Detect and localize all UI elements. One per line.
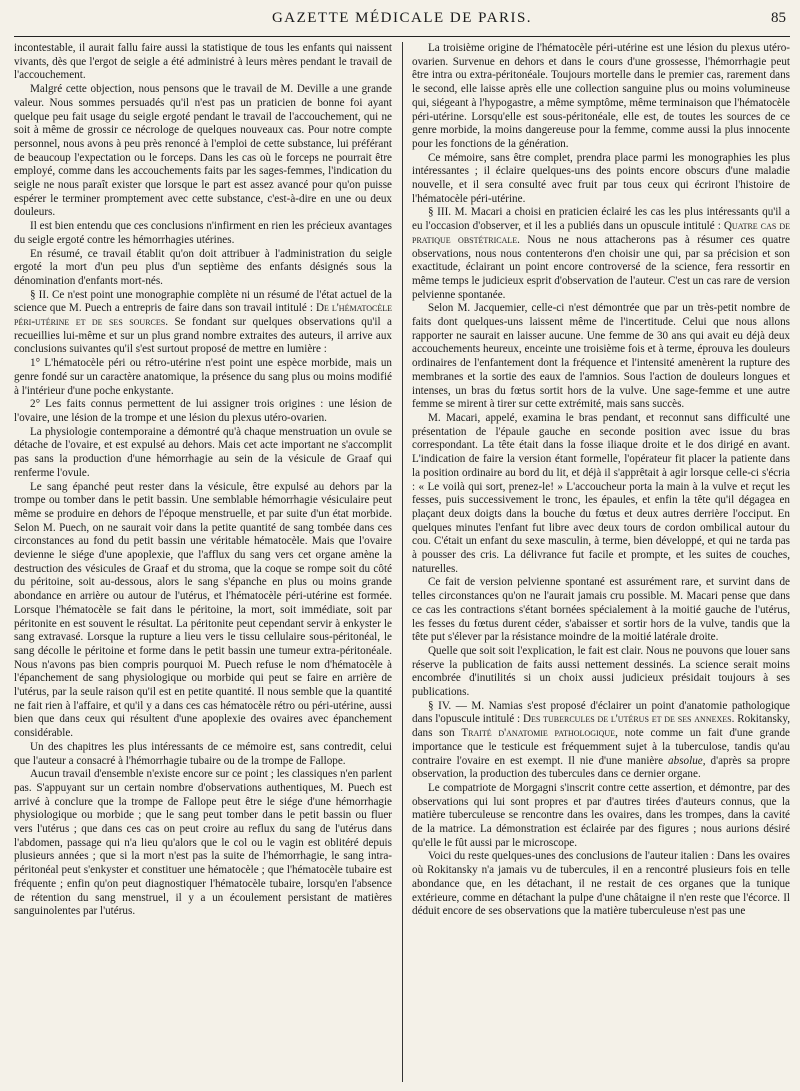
column-divider bbox=[402, 42, 403, 1082]
page-header bbox=[14, 6, 790, 37]
paragraph-text: Nous ne nous attacherons pas à résumer ces quatre observations, nous nous contenterons d'en choisir une qui, par sa précision et son exactitude, éclairant un point encore controversé de la science, fera ressortir en même temps le judicieux esprit d'observation de l'auteur. C'est un cas rare de version pelvienne spontanée. bbox=[412, 233, 790, 301]
paragraph: Selon M. Jacquemier, celle-ci n'est démontrée que par un très-petit nombre de faits dont quelques-uns laissent même de l'incertitude. Celui que nous allons rapporter ne saurait en laisser aucune. Une femme de 30 ans qui avait eu déjà deux accouchements heureux, enceinte une troisième fois et à terme, éprouva les douleurs ordinaires de l'enfantement dont la fréquence et l'intensité amenèrent la rupture des membranes et la sortie des eaux de l'amnios. Sous l'action de douleurs longues et intenses, un bras du fœtus sortit hors de la vulve. Une sage-femme et une autre femme se mirent à tirer sur cette extrémité, mais sans succès. bbox=[412, 302, 790, 411]
section-paragraph bbox=[412, 700, 790, 782]
paragraph: En résumé, ce travail établit qu'on doit attribuer à l'administration du seigle ergoté la mort d'un peu plus d'un septième des enfants désignés sous la dénomination d'enfants mort-nés. bbox=[14, 247, 392, 287]
work-title: De l'hématocèle péri-utérine et de ses sources. bbox=[14, 302, 392, 329]
paragraph: Quelle que soit soit l'explication, le fait est clair. Nous ne pouvons que louer sans réserve la publication de faits aussi nettement dessinés. La science serait moins encombrée d'inutilités si un choix aussi judicieux présidait toujours à ses publications. bbox=[412, 644, 790, 699]
paragraph: Le sang épanché peut rester dans la vésicule, être expulsé au dehors par la trompe ou tomber dans le petit bassin. Une semblable hémorrhagie vésiculaire peut même se produire en dehors de l'époque menstruelle, et par suite d'un état morbide. Selon M. Puech, on ne saurait voir dans la petite quantité de sang tombée dans ces circonstances au fond du petit bassin une véritable hématocèle. Mais que l'ovaire devienne le siége d'une apoplexie, que l'afflux du sang vers cet organe amène la destruction des vésicules de Graaf et du stroma, que la coque se rompe soit du côté du péritoine, soit au-dessous, alors le sang s'épanche en plus ou moins grande abondance en arrière ou autour de l'utérus, et l'hématocèle péri-utérine est formée. Lorsque l'hématocèle se fait dans le péritoine, la mort, soit immédiate, soit par péritonite en est souvent le résultat. La péritonite peut cependant servir à enkyster le sang extravasé. Lorsque la rupture a lieu vers le tissu cellulaire sous-péritonéal, le sang décolle le péritoine et forme dans le petit bassin une tumeur extra-péritonéale. Nous n'avons pas bien compris pourquoi M. Puech refuse le nom d'hématocèle à l'épanchement de sang physiologique ou morbide qui peut se faire en arrière de l'utérus, par la seule raison qu'il est en petite quantité. Il nous semble que la quantité ne fait rien à l'affaire, et qu'il y a dans ces cas hématocèle rétro ou péri-utérine, aussi bien que dans ceux qui résultent d'une apoplexie des ovaires avec épanchement considérable. bbox=[14, 480, 392, 740]
paragraph: Ce mémoire, sans être complet, prendra place parmi les monographies les plus intéressantes ; il éclaire quelques-uns des points encore obscurs d'une maladie nouvelle, et il sera consulté avec fruit par tous ceux qui écriront l'histoire de l'hématocèle péri-utérine. bbox=[412, 151, 790, 205]
section-paragraph bbox=[14, 289, 392, 358]
paragraph-text: Se fondant sur quelques observations qu'il a recueillies lui-même et sur un plus grand nombre extraites des auteurs, il arrive aux conclusions suivantes qu'il s'est surtout proposé de mettre en lumière : bbox=[14, 316, 392, 356]
paragraph-text: § IV. — M. Namias s'est proposé d'éclairer un point d'anatomie pathologique dans l'opuscule intitulé : bbox=[412, 699, 790, 726]
paragraph-text: note comme un fait d'une grande importance que le testicule est fréquemment sujet à la tuberculose, tandis qu'au contraire l'ovaire en est exempt. Il nie d'une manière bbox=[412, 727, 790, 767]
paragraph: Aucun travail d'ensemble n'existe encore sur ce point ; les classiques n'en parlent pas. S'appuyant sur un certain nombre d'observations authentiques, M. Puech est arrivé à conclure que la trompe de Fallope peut être le siége d'une hémorrhagie physiologique ou morbide ; que le sang peut tomber dans le petit bassin ou fluer vers l'utérus ; que dans ces cas on peut croire au reflux du sang de l'utérus dans l'abdomen, passage qui n'a lieu qu'alors que le col ou le vagin est oblitéré depuis plusieurs années ; que si la mort n'est pas la suite de l'hémorrhagie, le sang intra-péritonéal peut s'enkyster et constituer une hématocèle ; que l'hématocèle tubaire est fréquente ; enfin qu'on peut diagnostiquer l'hématocèle tubaire, lorsqu'en l'absence de rétention du sang menstruel, il y a un écoulement persistant de matières sanguinolentes par l'utérus. bbox=[14, 768, 392, 918]
paragraph: La troisième origine de l'hématocèle péri-utérine est une lésion du plexus utéro-ovarien. Survenue en dehors et dans le cours d'une grossesse, l'hémorrhagie peut être intra ou extra-péritonéale. Toujours mortelle dans le premier cas, rarement dans le second, elle laisse après elle une collection sanguine plus ou moins volumineuse qui, siégeant à l'hypogastre, a même symptôme, même terminaison que l'hématocèle péri-utérine. Lorsqu'elle est sous-péritonéale, elle est, de toutes les sources de ce genre morbide, la moins dangereuse pour la femme, comme aussi la plus innocente pour les fonctions de la génération. bbox=[412, 42, 790, 150]
work-title: Traité d'anatomie pathologique, bbox=[461, 727, 618, 740]
paragraph: Malgré cette objection, nous pensons que le travail de M. Deville a une grande valeur. Nous sommes persuadés qu'il n'est pas un praticien de bonne foi ayant quelque peu fait usage du seigle ergoté pendant le travail de l'accouchement, qui ne soit à même de grossir ce nécrologe de quelques nouveaux cas. Pour notre compte personnel, nous avons à peu près renoncé à l'emploi de cette substance, lui préférant de beaucoup l'expectation ou le forceps. Dans les cas où le forceps ne pourrait être employé, comme dans les accouchements faits par les sages-femmes, l'indication du seigle ne nous paraît exister que lorsque le part est assez avancé pour qu'on puisse espérer le terminer promptement avec cette substance, c'est-à-dire en une ou deux douleurs. bbox=[14, 83, 392, 219]
paragraph-text: d'après sa propre observation, la production des tubercules dans ce dernier organe. bbox=[412, 754, 790, 781]
paragraph: Il est bien entendu que ces conclusions n'infirment en rien les précieux avantages du seigle ergoté contre les hémorrhagies utérines. bbox=[14, 220, 392, 246]
emphasis-text: absolue, bbox=[668, 754, 706, 767]
paragraph: incontestable, il aurait fallu faire aussi la statistique de tous les enfants qui naissent vivants, dès que l'ergot de seigle a été administré à leurs mères pendant le travail de l'accouchement. bbox=[14, 42, 392, 82]
page-number: 85 bbox=[771, 10, 786, 26]
paragraph-text: § III. M. Macari a choisi en praticien éclairé les cas les plus intéressants qu'il a eu l'occasion d'observer, et il les a publiés dans un opuscule intitulé : bbox=[412, 206, 790, 233]
paragraph-text: § II. Ce n'est point une monographie complète ni un résumé de l'état actuel de la science que M. Puech a entrepris de faire dans son travail intitulé : bbox=[14, 288, 392, 315]
paragraph: Le compatriote de Morgagni s'inscrit contre cette assertion, et démontre, par des observations qui lui sont propres et par d'autres tirées d'auteurs connus, que la matière tuberculeuse se rencontre dans les ovaires, dans les trompes, dans la cavité de la matrice. La démonstration est éclairée par des figures ; nous aurions désiré qu'elle le fût aussi par le microscope. bbox=[412, 781, 790, 849]
newspaper-page bbox=[14, 6, 790, 1086]
section-paragraph bbox=[412, 206, 790, 302]
paragraph: 1° L'hématocèle péri ou rétro-utérine n'est point une espèce morbide, mais un genre fondé sur un caractère anatomique, la présence du sang plus ou moins modifié à l'intérieur d'une poche enkystante. bbox=[14, 357, 392, 397]
left-column bbox=[14, 42, 392, 1082]
work-title: Des tubercules de l'utérus et de ses annexes. bbox=[522, 713, 735, 726]
work-title: Quatre cas de pratique obstétricale. bbox=[412, 220, 790, 246]
right-column bbox=[412, 42, 790, 1082]
paragraph: Voici du reste quelques-unes des conclusions de l'auteur italien : Dans les ovaires où Rokitansky n'a jamais vu de tubercules, il en a rencontré plusieurs fois en telle abondance que, en les détachant, il ne restait de ces organes que la tunique extérieure, comme en détachant la pulpe d'une châtaigne il n'en reste que l'écorce. Il déduit encore de ses observations que la matière tuberculeuse n'est pas une bbox=[412, 850, 790, 918]
paragraph: 2° Les faits connus permettent de lui assigner trois origines : une lésion de l'ovaire, une lésion de la trompe et une lésion du plexus utéro-ovarien. bbox=[14, 398, 392, 424]
paragraph-text: Rokitansky, dans son bbox=[412, 713, 790, 740]
paragraph: Un des chapitres les plus intéressants de ce mémoire est, sans contredit, celui que l'auteur a consacré à l'hémorrhagie tubaire ou de la trompe de Fallope. bbox=[14, 740, 392, 767]
paragraph: La physiologie contemporaine a démontré qu'à chaque menstruation un ovule se détache de l'ovaire, et est expulsé au dehors. Mais cet acte important ne s'accomplit pas sans la production d'une hémorrhagie au sein de la vésicule de Graaf qui renferme l'ovule. bbox=[14, 425, 392, 479]
page-title: GAZETTE MÉDICALE DE PARIS. bbox=[271, 10, 533, 26]
paragraph: M. Macari, appelé, examina le bras pendant, et reconnut sans difficulté une présentation de l'épaule gauche en seconde position avec issue du bras correspondant. La tête était dans la fosse iliaque droite et le dos dirigé en avant. L'indication de faire la version étant formelle, l'opérateur fit placer la patiente dans la position ordinaire au bord du lit, et déjà il s'apprêtait à agir lorsque celle-ci s'écria : « Le voilà qui sort, prenez-le! » L'accoucheur porta la main à la vulve et reçut les fesses, puis successivement le tronc, les épaules, et enfin la tête qu'il dégagea en plaçant deux doigts dans la bouche du fœtus et deux autres derrière l'occiput. En quelques minutes l'enfant fut libre avec deux tours de cordon ombilical autour du cou. C'était un enfant du sexe masculin, à terme, bien développé, et qui ne tarda pas à pousser des cris. La délivrance fut facile et prompte, et les suites de couches, naturelles. bbox=[412, 411, 790, 575]
text-columns bbox=[14, 42, 790, 1082]
paragraph: Ce fait de version pelvienne spontané est assurément rare, et survint dans de telles circonstances qu'on ne l'aurait jamais cru possible. M. Macari pense que dans ce cas les contractions s'étant bornées spécialement à la moitié gauche de l'utérus, les fesses du fœtus durent céder, s'abaisser et sortir hors de la vulve, tandis que la tête put s'élever par la résistance moindre de la moitié latérale droite. bbox=[412, 576, 790, 644]
